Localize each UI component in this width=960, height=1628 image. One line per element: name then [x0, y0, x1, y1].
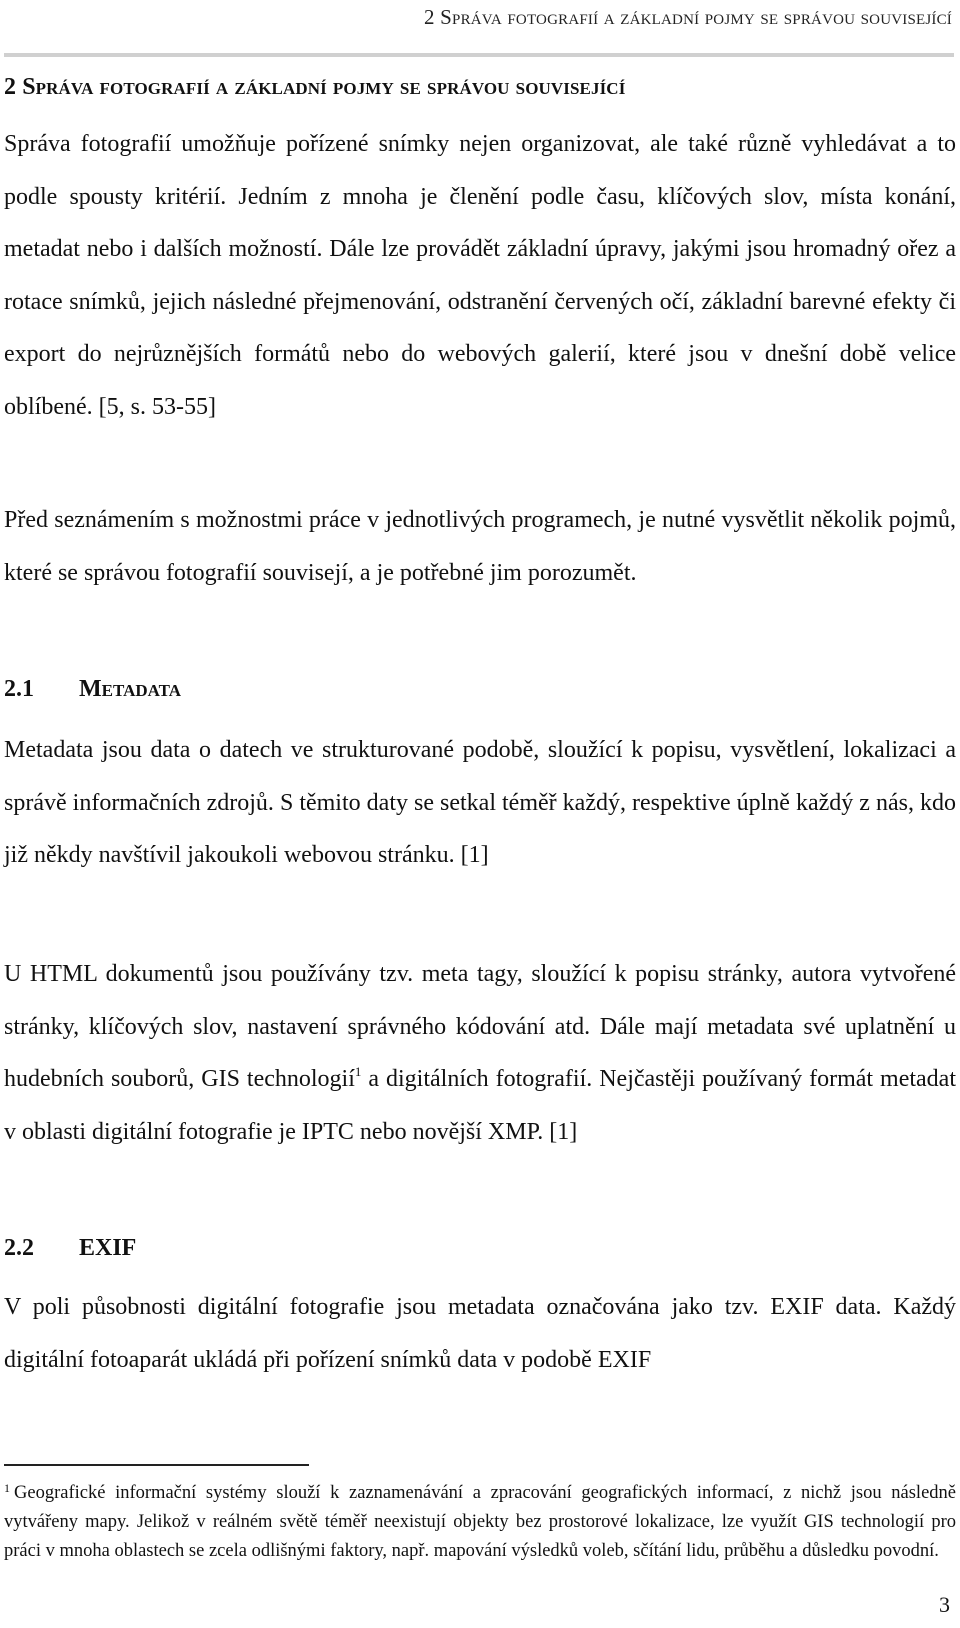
section-heading-exif [4, 1235, 136, 1262]
section-title: EXIF [79, 1235, 137, 1261]
paragraph-concepts: Před seznámením s možnostmi práce v jednotlivých programech, je nutné vysvětlit několik pojmů, které se správou fotografií souvisejí, a je potřebné jim porozumět. [4, 507, 956, 586]
section-title: Metadata [79, 676, 181, 702]
page-number: 3 [939, 1592, 950, 1617]
footnote-text: Geografické informační systémy slouží k zaznamenávání a zpracování geografických informací, z nichž jsou následně vytvářeny mapy. Jelikož v reálném světě téměř neexistují objekty bez prostorové lokalizace, lze využít GIS technologií pro práci v mnoha oblastech se zcela odlišnými faktory, např. mapování výsledků voleb, sčítání lidu, průběhu a důsledku povodní. [4, 1483, 956, 1561]
section-heading-metadata [4, 676, 181, 703]
footnote-reference[interactable]: 1 [354, 1064, 362, 1079]
section-number: 2.2 [4, 1235, 34, 1261]
paragraph-html-meta [4, 948, 956, 1158]
header-rule [4, 53, 954, 57]
footnote-separator [4, 1464, 309, 1466]
footnote-marker: 1 [4, 1481, 10, 1495]
paragraph-exif: V poli působnosti digitální fotografie jsou metadata označována jako tzv. EXIF data. Každý digitální fotoaparát ukládá při pořízení snímků data v podobě EXIF [4, 1294, 956, 1373]
footnote [4, 1479, 956, 1566]
chapter-heading: 2 Správa fotografií a základní pojmy se správou související [4, 74, 626, 100]
paragraph-metadata: Metadata jsou data o datech ve strukturované podobě, sloužící k popisu, vysvětlení, lokalizaci a správě informačních zdrojů. S těmito daty se setkal téměř každý, respektive úplně každý z nás, kdo již někdy navštívil jakoukoli webovou stránku. [1] [4, 737, 956, 868]
paragraph-html-meta-part1: U HTML dokumentů jsou používány tzv. meta tagy, sloužící k popisu stránky, autora vytvořené stránky, klíčových slov, nastavení správného kódování atd. Dále mají metadata své uplatnění u hudebních souborů, GIS technologií [4, 961, 956, 1092]
paragraph-html-meta-part2: a digitálních fotografií. Nejčastěji používaný formát metadat v oblasti digitální fotografie je IPTC nebo novější XMP. [1] [4, 1066, 957, 1145]
running-header: 2 Správa fotografií a základní pojmy se správou související [424, 5, 952, 29]
section-number: 2.1 [4, 676, 34, 702]
document-page [4, 0, 957, 1628]
paragraph-intro: Správa fotografií umožňuje pořízené snímky nejen organizovat, ale také různě vyhledávat a to podle spousty kritérií. Jedním z mnoha je členění podle času, klíčových slov, místa konání, metadat nebo i dalších možností. Dále lze provádět základní úpravy, jakými jsou hromadný ořez a rotace snímků, jejich následné přejmenování, odstranění červených očí, základní barevné efekty či export do nejrůznějších formátů nebo do webových galerií, které jsou v dnešní době velice oblíbené. [5, s. 53-55] [4, 131, 956, 420]
